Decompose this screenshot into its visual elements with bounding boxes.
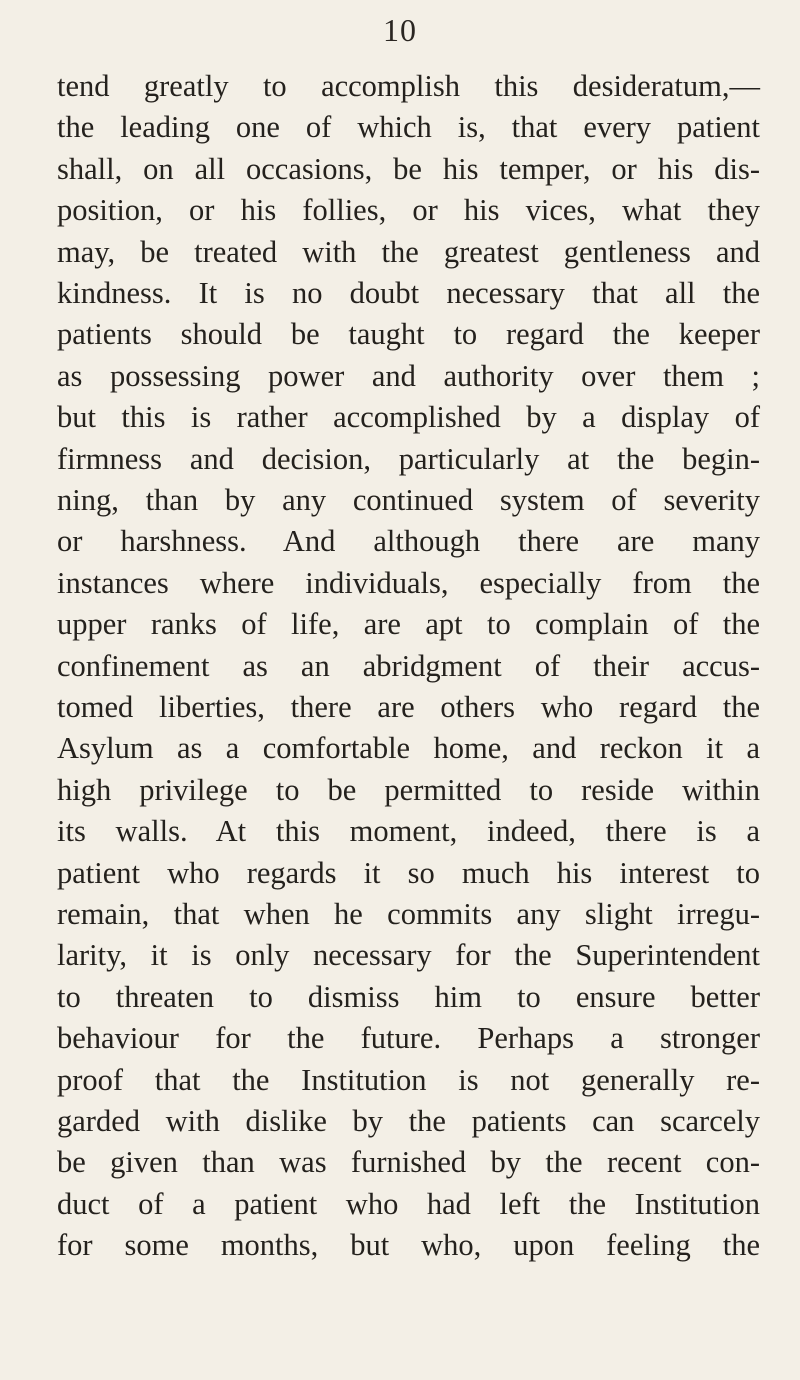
text-line: ning, than by any continued system of severity [57,483,760,517]
text-line: for some months, but who, upon feeling the [57,1228,760,1263]
text-line: proof that the Institution is not generally re- [57,1062,760,1097]
text-line: position, or his follies, or his vices, what they [57,193,760,228]
text-line: duct of a patient who had left the Institution [57,1186,760,1221]
text-line: shall, on all occasions, be his temper, or his dis- [57,151,760,186]
text-line: Asylum as a comfortable home, and reckon it a [57,731,760,766]
text-line: may, be treated with the greatest gentleness and [57,234,760,269]
text-line: firmness and decision, particularly at the begin- [57,441,760,476]
text-line: kindness. It is no doubt necessary that all the [57,276,760,310]
text-line: remain, that when he commits any slight irregu- [57,897,760,931]
text-line: as possessing power and authority over them ; [57,358,760,393]
text-line: confinement as an abridgment of their accus- [57,648,760,683]
text-line: patients should be taught to regard the keeper [57,317,760,352]
text-line: but this is rather accomplished by a display of [57,400,760,435]
text-line: patient who regards it so much his interest to [57,855,760,890]
text-line: behaviour for the future. Perhaps a stronger [57,1021,760,1056]
text-line: tomed liberties, there are others who regard the [57,690,760,724]
text-line: larity, it is only necessary for the Superintendent [57,938,760,973]
text-line: the leading one of which is, that every patient [57,110,760,145]
page-number: 10 [383,12,417,48]
text-line: instances where individuals, especially from the [57,565,760,600]
text-line: or harshness. And although there are many [57,524,760,559]
text-line: to threaten to dismiss him to ensure better [57,979,760,1014]
text-line: high privilege to be permitted to reside within [57,772,760,807]
text-line: upper ranks of life, are apt to complain of the [57,607,760,642]
text-line: be given than was furnished by the recent con- [57,1145,760,1180]
text-line: tend greatly to accomplish this desideratum,— [57,69,760,103]
text-line: its walls. At this moment, indeed, there is a [57,814,760,849]
text-line: garded with dislike by the patients can scarcely [57,1104,760,1138]
